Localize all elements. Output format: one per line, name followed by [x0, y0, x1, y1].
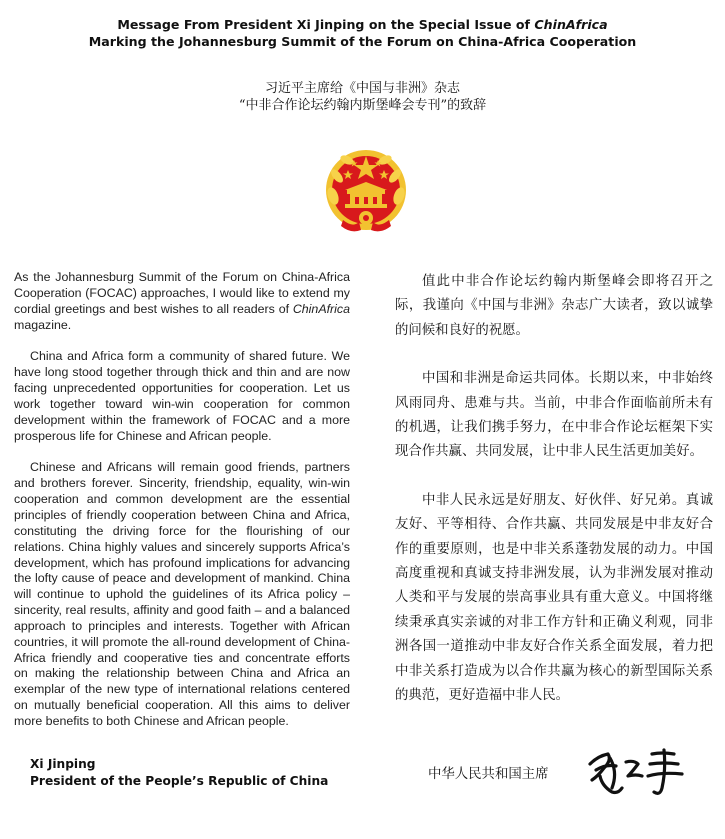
english-paragraph-3: Chinese and Africans will remain good friends, partners and brothers forever. Sincerity, friendship, equality, win-win cooperation and common development are the essential principles of friendly cooperation between China and Africa, constituting the driving force for the flourishing of our relations. China highly values and sincerely supports Africa’s development, which has profound implications for advancing the lofty cause of peace and development of mankind. China will continue to uphold the guidelines of its Africa policy – sincerity, real results, affinity and good faith – and a balanced approach to principles and interests. Together with African countries, it will promote the all-round development of China-Africa friendly and cooperative ties and concentrate efforts on making the relationship between China and Africa an exemplar of the new type of international relations centered on mutually beneficial cooperation. All this aims to deliver more benefits to both Chinese and African people.: [14, 460, 350, 728]
magazine-name-inline: ChinAfrica: [292, 301, 350, 316]
english-paragraph-1: As the Johannesburg Summit of the Forum on China-Africa Cooperation (FOCAC) approaches, I would like to extend my cordial greetings and best wishes to all readers of ChinAfrica magazine.: [14, 270, 350, 332]
chinese-paragraph-3: 中非人民永远是好朋友、好伙伴、好兄弟。真诚友好、平等相待、合作共赢、共同发展是中非友好合作的重要原则，也是中非关系蓬勃发展的动力。中国高度重视和真诚支持非洲发展，认为非洲发展对推动人类和平与发展的崇高事业具有重大意义。中国将继续秉承真实亲诚的对非工作方针和正确义利观，同非洲各国一道推动中非友好合作关系全面发展，着力把中非关系打造成为以合作共赢为核心的新型国际关系的典范，更好造福中非人民。: [395, 492, 713, 704]
english-paragraph-2: China and Africa form a community of shared future. We have long stood together through thick and thin and are now facing unprecedented opportunities for cooperation. Let us work together toward win-win cooperation for common development within the framework of FOCAC and a more prosperous life for Chinese and African people.: [14, 349, 350, 443]
title-english-line-1: Message From President Xi Jinping on the Special Issue of ChinAfrica: [117, 17, 608, 32]
signatory-title: President of the People’s Republic of China: [30, 774, 329, 788]
magazine-name: ChinAfrica: [534, 17, 608, 32]
signatory-title-chinese: 中华人民共和国主席: [428, 767, 549, 782]
title-english-line-2: Marking the Johannesburg Summit of the Forum on China-Africa Cooperation: [88, 34, 637, 49]
chinese-paragraph-1: 值此中非合作论坛约翰内斯堡峰会即将召开之际，我谨向《中国与非洲》杂志广大读者，致以诚挚的问候和良好的祝愿。: [395, 274, 713, 338]
title-chinese-line-2: “中非合作论坛约翰内斯堡峰会专刊”的致辞: [238, 98, 487, 113]
english-body: [14, 270, 350, 746]
signature-block-english: [30, 756, 360, 790]
national-emblem-icon: [323, 146, 409, 236]
title-chinese: [0, 80, 725, 114]
signatory-name: Xi Jinping: [30, 757, 96, 771]
title-chinese-line-1: 习近平主席给《中国与非洲》杂志: [264, 81, 460, 96]
chinese-paragraph-2: 中国和非洲是命运共同体。长期以来，中非始终风雨同舟、患难与共。当前，中非合作面临前所未有的机遇，让我们携手努力，在中非合作论坛框架下实现合作共赢、共同发展，让中非人民生活更加美好。: [395, 371, 713, 460]
chinese-body: [395, 270, 713, 733]
handwritten-signature-icon: [582, 742, 692, 802]
title-english: [0, 16, 725, 50]
